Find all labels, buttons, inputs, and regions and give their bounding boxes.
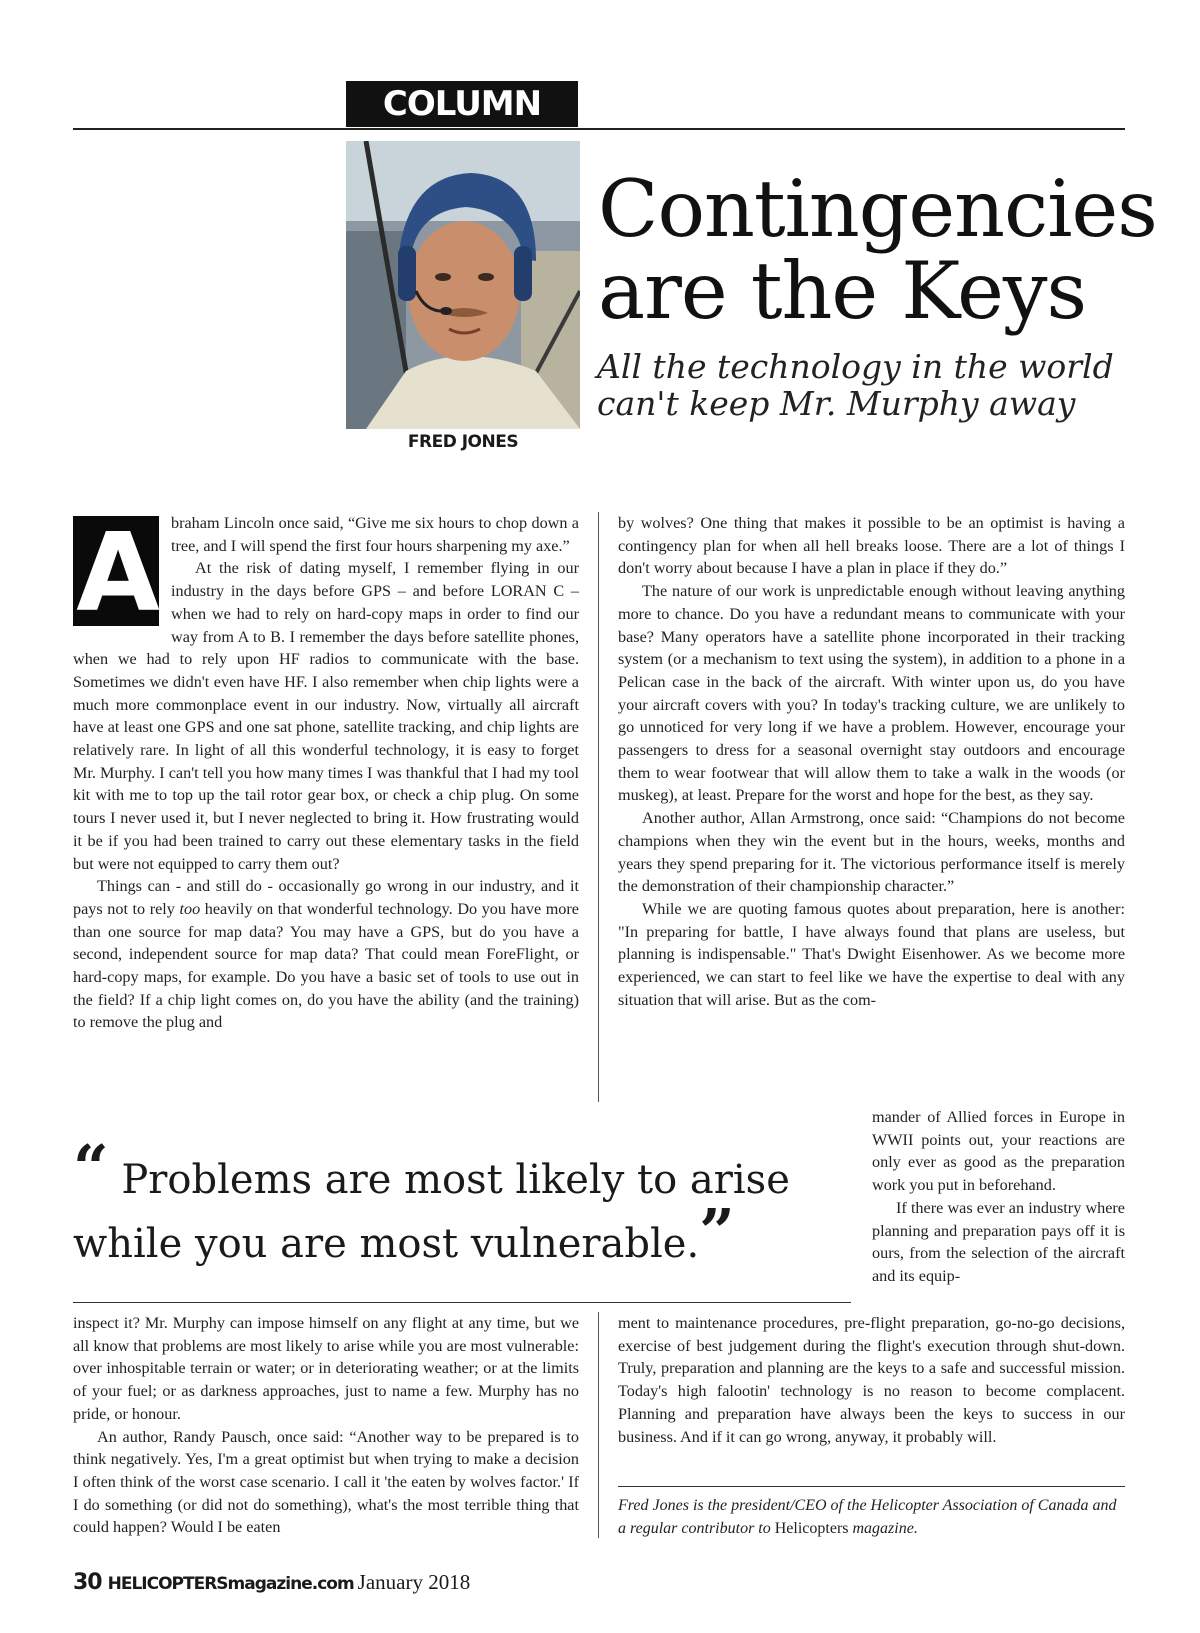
headline-line-2: are the Keys (598, 245, 1087, 337)
author-photo (346, 141, 580, 429)
pull-quote-line-1: Problems are most likely to arise (121, 1157, 790, 1203)
paragraph: inspect it? Mr. Murphy can impose himself on any flight at any time, but we all know that problems are most likely to arise while you are most vulnerable: over inhospitable terrain or water; or in deteriorating weather; or at the limits of your fuel; or as darkness approaches, just to name a few. Murphy has no pride, or honour. (73, 1314, 579, 1423)
paragraph: If there was ever an industry where planning and preparation pays off it is ours, from the selection of the aircraft and its equip- (872, 1198, 1125, 1285)
paragraph: An author, Randy Pausch, once said: “Another way to be prepared is to think negatively. Yes, I'm a great optimist but when trying to make a decision I often think of the worst case scenario. I call it 'the eaten by wolves factor.' If I do something (or did not do something), what's the most terrible thing that could happen? Would I be eaten (73, 1427, 579, 1537)
magazine-name: Helicopters (774, 1520, 849, 1537)
headline-line-1: Contingencies (598, 163, 1157, 255)
bio-rule (618, 1486, 1125, 1487)
paragraph: Things can - and still do - occasionally go wrong in our industry, and it pays not to rely too heavily on that wonderful technology. Do you have more than one source for map data? You may have a GPS, but do you have a second, independent source for map data? That could mean ForeFlight, or hard-copy maps, for example. Do you have a basic set of tools to use out in the field? If a chip light comes on, do you have the ability (and the training) to remove the plug and (73, 877, 579, 1032)
author-name: FRED JONES (407, 432, 519, 452)
paragraph: At the risk of dating myself, I remember flying in our industry in the days before GPS – and before LORAN C – when we had to rely on hard-copy maps in order to find our way from A to B. I remember the days before satellite phones, when we had to rely upon HF radios to communicate with the base. Sometimes we didn't even have HF. I also remember when chip lights were a much more commonplace event in our industry. Now, virtually all aircraft have at least one GPS and one sat phone, satellite tracking, and chip lights are relatively rare. In light of all this wonderful technology, it is easy to forget Mr. Murphy. I can't tell you how many times I was thankful that I had my tool kit with me to top up the tail rotor gear box, or check a chip plug. On some tours I never used it, but I never neglected to bring it. How frustrating would it be if you had been trained to carry out these elementary tasks in the field but were not equipped to carry them out? (73, 559, 579, 873)
column-label: COLUMN (346, 81, 578, 127)
pull-quote-rule (73, 1302, 851, 1303)
header-rule (73, 128, 1125, 130)
open-quote-icon: “ (73, 1131, 109, 1204)
body-column-side (872, 1106, 1125, 1288)
body-column-3 (73, 1312, 579, 1539)
paragraph: Another author, Allan Armstrong, once said: “Champions do not become champions when they win the event but in the hours, weeks, months and years they spend preparing for it. The victorious performance itself is merely the demonstration of their championship character.” (618, 809, 1125, 896)
paragraph: mander of Allied forces in Europe in WWII points out, your reactions are only ever as good as the preparation work you put in beforehand. (872, 1108, 1125, 1195)
paragraph: by wolves? One thing that makes it possible to be an optimist is having a contingency plan for when all hell breaks loose. There are a lot of things I don't worry about because I have a plan in place if they do.” (618, 514, 1125, 578)
close-quote-icon: ” (699, 1195, 735, 1268)
deck-line-1: All the technology in the world (597, 347, 1114, 386)
author-bio: Fred Jones is the president/CEO of the Helicopter Association of Canada and a regular contributor to Helicopters magazine. (618, 1497, 1117, 1537)
column-divider (598, 1312, 599, 1538)
issue-date: January 2018 (357, 1570, 471, 1594)
body-column-4 (618, 1312, 1125, 1448)
column-divider (598, 512, 599, 1102)
body-column-2 (618, 512, 1125, 1011)
deck-line-2: can't keep Mr. Murphy away (597, 384, 1076, 423)
paragraph: While we are quoting famous quotes about preparation, here is another: "In preparing for battle, I have always found that plans are useless, but planning is indispensable." That's Dwight Eisenhower. As we become more experienced, we can start to feel like we have the expertise to deal with any situation that will arise. But as the com- (618, 899, 1125, 1009)
page-number: 30 (73, 1570, 102, 1595)
page-footer (73, 1570, 470, 1595)
paragraph: braham Lincoln once said, “Give me six hours to chop down a tree, and I will spend the first four hours sharpening my axe.” (171, 514, 579, 555)
website: HELICOPTERSmagazine.com (107, 1574, 354, 1594)
drop-cap: A (73, 516, 159, 626)
paragraph: ment to maintenance procedures, pre-flight preparation, go-no-go decisions, exercise of best judgement during the flight's execution through shut-down. Truly, preparation and planning are the keys to a safe and successful mission. Today's high falootin' technology is no reason to become complacent. Planning and preparation have always been the keys to success in our business. And if it can go wrong, anyway, it probably will. (618, 1314, 1125, 1446)
pull-quote (73, 1131, 833, 1276)
pull-quote-line-2: while you are most vulnerable. (73, 1221, 700, 1267)
paragraph: The nature of our work is unpredictable enough without leaving anything more to chance. Do you have a redundant means to communicate with your base? Many operators have a satellite phone incorporated in their tracking system (or a mechanism to text using the system), in addition to a phone in a Pelican case in the back of the aircraft. With winter upon us, do you have your aircraft covers with you? In today's tracking culture, we are unlikely to go unnoticed for very long if we have a problem. However, encourage your passengers to dress for a seasonal overnight stay outdoors and encourage them to wear footwear that will allow them to take a walk in the woods (or muskeg), at least. Prepare for the worst and hope for the best, as they say. (618, 582, 1125, 805)
body-column-1 (73, 512, 579, 1034)
article-headline (598, 163, 1198, 337)
article-deck (597, 348, 1117, 422)
